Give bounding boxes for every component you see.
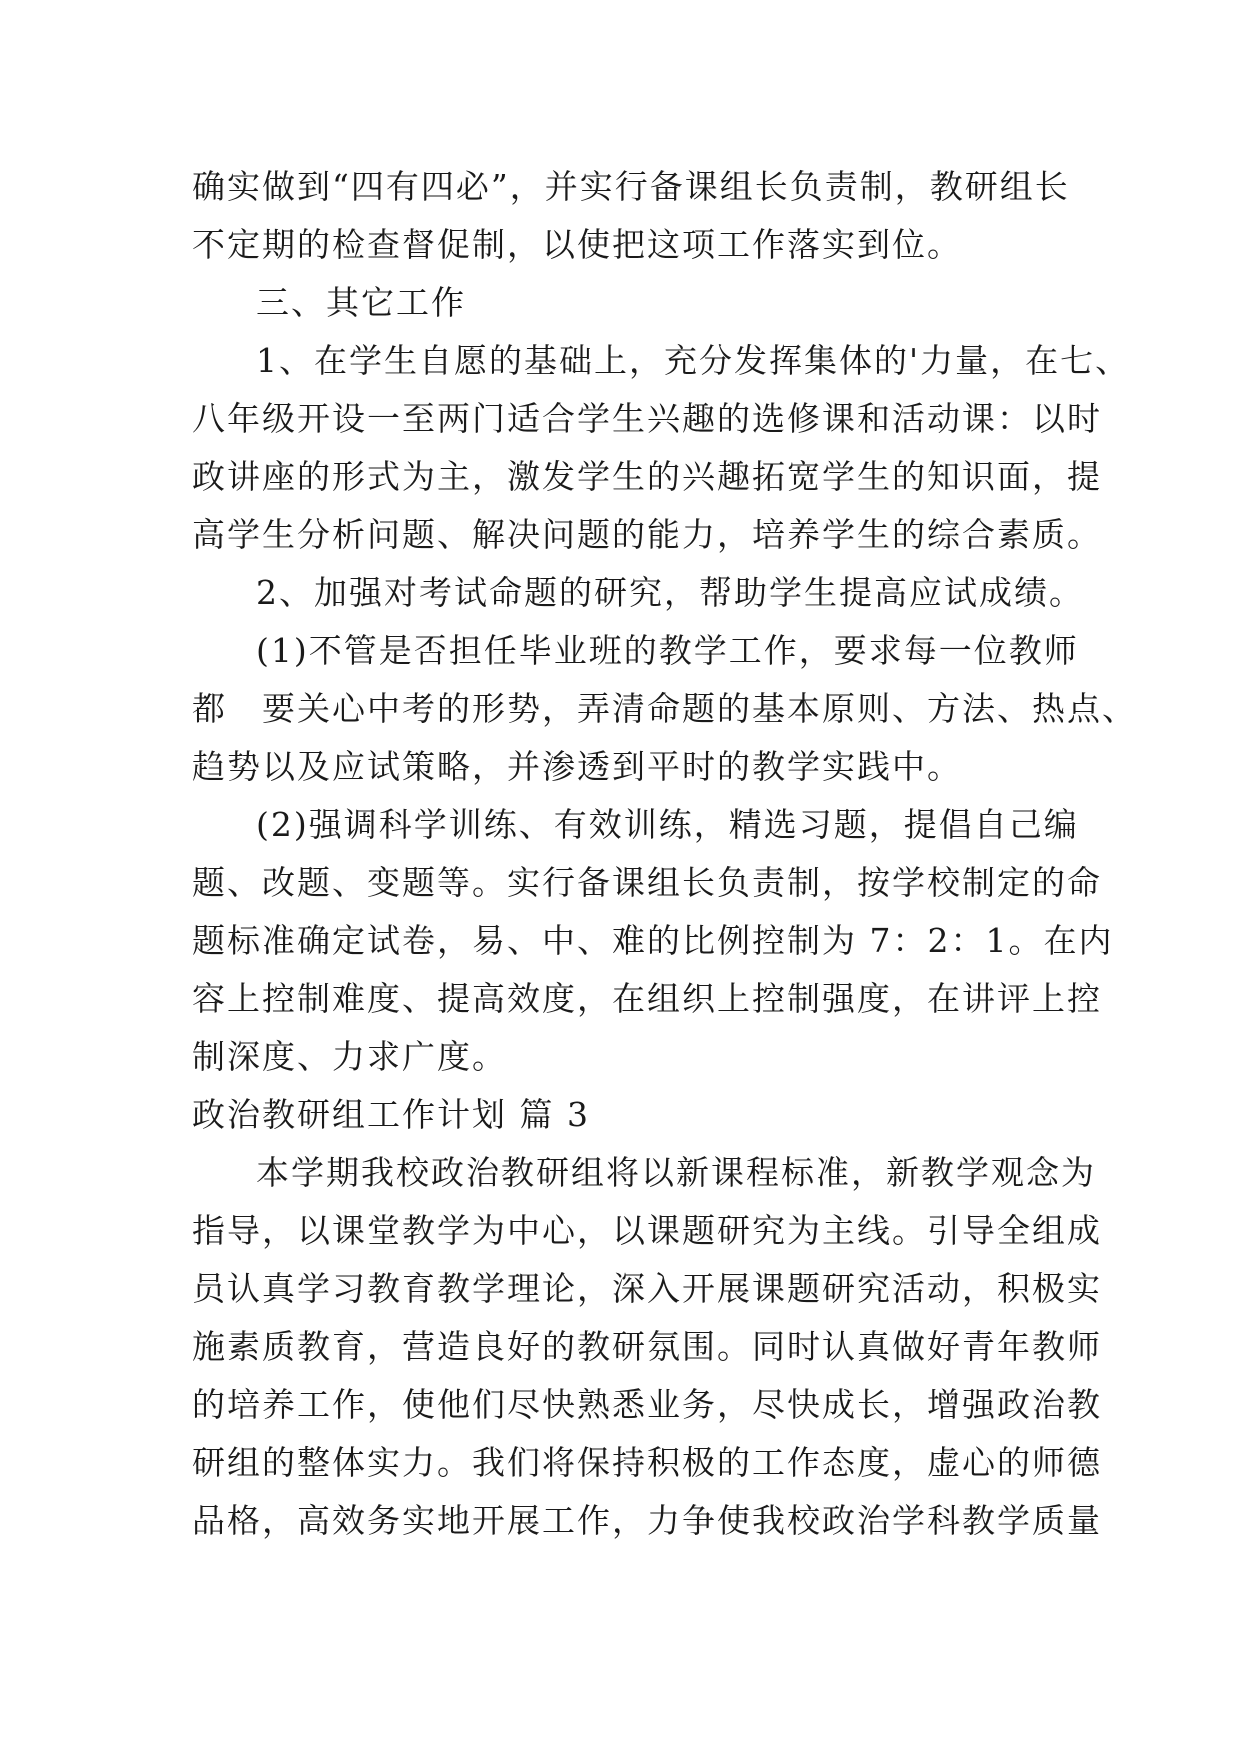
text-line: 题标准确定试卷，易、中、难的比例控制为 7：2：1。在内 <box>192 921 1114 960</box>
text-line: 的培养工作，使他们尽快熟悉业务，尽快成长，增强政治教 <box>192 1385 1102 1424</box>
text-line: 八年级开设一至两门适合学生兴趣的选修课和活动课：以时 <box>192 399 1102 438</box>
text-line: 施素质教育，营造良好的教研氛围。同时认真做好青年教师 <box>192 1327 1102 1366</box>
text-line: 本学期我校政治教研组将以新课程标准，新教学观念为 <box>256 1153 1096 1192</box>
text-line: 员认真学习教育教学理论，深入开展课题研究活动，积极实 <box>192 1269 1102 1308</box>
article-title: 政治教研组工作计划 篇 3 <box>192 1095 590 1134</box>
text-line: 研组的整体实力。我们将保持积极的工作态度，虚心的师德 <box>192 1443 1102 1482</box>
text-line: 1、在学生自愿的基础上，充分发挥集体的'力量，在七、 <box>256 341 1131 380</box>
text-line: 高学生分析问题、解决问题的能力，培养学生的综合素质。 <box>192 515 1102 554</box>
text-line: 2、加强对考试命题的研究，帮助学生提高应试成绩。 <box>256 573 1084 612</box>
document-page <box>192 158 1137 1550</box>
text-line: (2)强调科学训练、有效训练，精选习题，提倡自己编 <box>256 805 1079 844</box>
text-line: 确实做到“四有四必”，并实行备课组长负责制，教研组长 <box>192 167 1070 206</box>
text-line: 制深度、力求广度。 <box>192 1037 507 1076</box>
text-line: 品格，高效务实地开展工作，力争使我校政治学科教学质量 <box>192 1501 1102 1540</box>
text-line: 趋势以及应试策略，并渗透到平时的教学实践中。 <box>192 747 962 786</box>
text-line: (1)不管是否担任毕业班的教学工作，要求每一位教师 <box>256 631 1079 670</box>
section-heading: 三、其它工作 <box>256 283 466 322</box>
text-line: 都 要关心中考的形势，弄清命题的基本原则、方法、热点、 <box>192 689 1137 728</box>
text-line: 政讲座的形式为主，激发学生的兴趣拓宽学生的知识面，提 <box>192 457 1102 496</box>
text-line: 不定期的检查督促制，以使把这项工作落实到位。 <box>192 225 962 264</box>
text-line: 指导，以课堂教学为中心，以课题研究为主线。引导全组成 <box>192 1211 1102 1250</box>
text-line: 容上控制难度、提高效度，在组织上控制强度，在讲评上控 <box>192 979 1102 1018</box>
text-line: 题、改题、变题等。实行备课组长负责制，按学校制定的命 <box>192 863 1102 902</box>
